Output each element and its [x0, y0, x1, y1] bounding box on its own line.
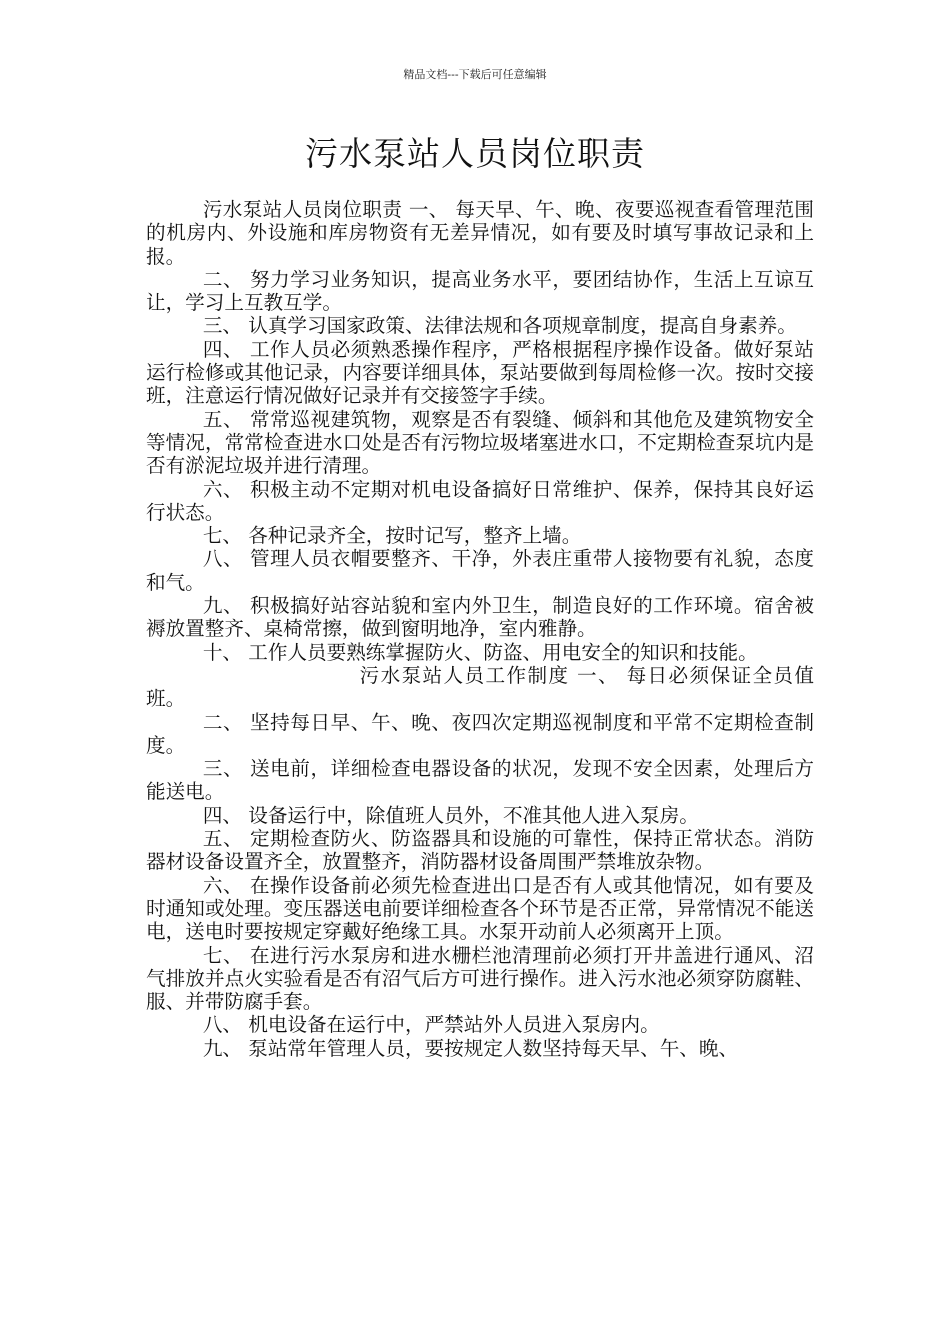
paragraph-duty-4: 四、 工作人员必须熟悉操作程序，严格根据程序操作设备。做好泵站运行检修或其他记录，内容要详细具体，泵站要做到每周检修一次。按时交接班，注意运行情况做好记录并有交接签字手续。 [146, 337, 814, 408]
page-title: 污水泵站人员岗位职责 [305, 134, 645, 173]
paragraph-rule-9: 九、 泵站常年管理人员，要按规定人数坚持每天早、午、晚、 [202, 1036, 739, 1060]
paragraph-rule-4: 四、 设备运行中，除值班人员外，不准其他人进入泵房。 [202, 803, 699, 827]
paragraph-rule-6: 六、 在操作设备前必须先检查进出口是否有人或其他情况，如有要及时通知或处理。变压器送电前要详细检查各个环节是否正常，异常情况不能送电，送电时要按规定穿戴好绝缘工具。水泵开动前人必须离开上顶。 [146, 873, 814, 944]
paragraph-duty-6: 六、 积极主动不定期对机电设备搞好日常维护、保养，保持其良好运行状态。 [146, 477, 814, 524]
paragraph-rule-5: 五、 定期检查防火、防盗器具和设施的可靠性，保持正常状态。消防器材设备设置齐全，放置整齐，消防器材设备周围严禁堆放杂物。 [146, 827, 814, 874]
paragraph-rule-3: 三、 送电前，详细检查电器设备的状况，发现不安全因素，处理后方能送电。 [146, 757, 814, 804]
paragraph-duty-1: 污水泵站人员岗位职责 一、 每天早、午、晚、夜要巡视查看管理范围的机房内、外设施和库房物资有无差异情况，如有要及时填写事故记录和上报。 [146, 198, 814, 268]
paragraph-duty-8: 八、 管理人员衣帽要整齐、干净，外表庄重带人接物要有礼貌，态度和气。 [146, 547, 814, 594]
paragraph-duty-5: 五、 常常巡视建筑物，观察是否有裂缝、倾斜和其他危及建筑物安全等情况，常常检查进水口处是否有污物垃圾堵塞进水口，不定期检查泵坑内是否有淤泥垃圾并进行清理。 [146, 407, 814, 478]
paragraph-duty-10: 十、 工作人员要熟练掌握防火、防盗、用电安全的知识和技能。 [202, 640, 758, 664]
paragraph-duty-2: 二、 努力学习业务知识，提高业务水平，要团结协作，生活上互谅互让，学习上互教互学。 [146, 267, 814, 315]
paragraph-rule-1: 污水泵站人员工作制度 一、 每日必须保证全员值班。 [146, 663, 814, 711]
paragraph-duty-7: 七、 各种记录齐全，按时记写，整齐上墙。 [202, 524, 582, 548]
paragraph-rule-2: 二、 坚持每日早、午、晚、夜四次定期巡视制度和平常不定期检查制度。 [146, 710, 814, 757]
document-body [146, 198, 814, 1060]
paragraph-rule-7: 七、 在进行污水泵房和进水栅栏池清理前必须打开井盖进行通风、沼气排放并点火实验看是否有沼气后方可进行操作。进入污水池必须穿防腐鞋、服、并带防腐手套。 [146, 943, 814, 1014]
paragraph-duty-3: 三、 认真学习国家政策、法律法规和各项规章制度，提高自身素养。 [202, 314, 797, 338]
paragraph-rule-8: 八、 机电设备在运行中，严禁站外人员进入泵房内。 [202, 1013, 660, 1037]
paragraph-duty-9: 九、 积极搞好站容站貌和室内外卫生，制造良好的工作环境。宿舍被褥放置整齐、桌椅常擦，做到窗明地净，室内雅静。 [146, 594, 814, 641]
header-note: 精品文档---下载后可任意编辑 [403, 68, 547, 81]
